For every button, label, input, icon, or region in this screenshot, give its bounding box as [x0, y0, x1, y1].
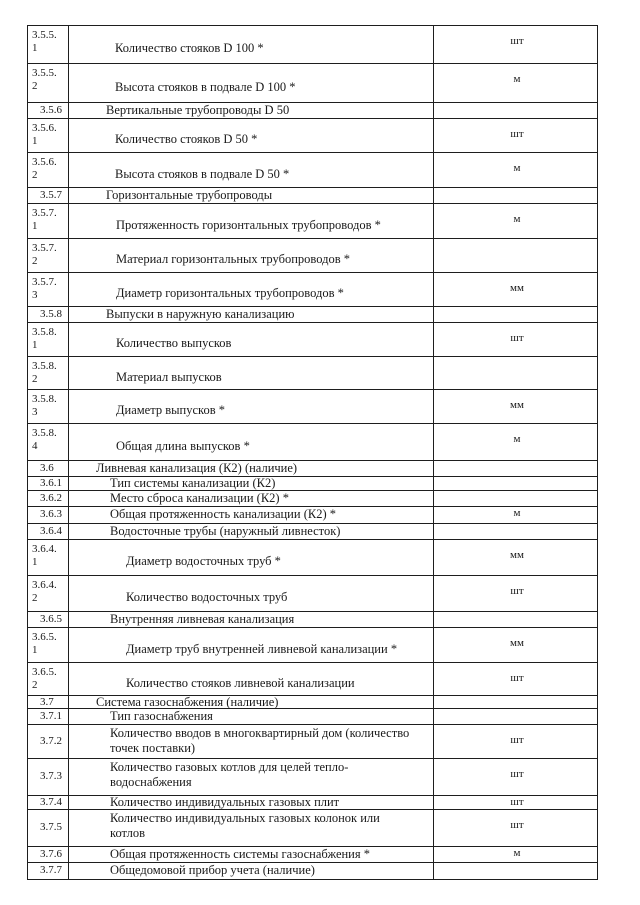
row-code: 3.7.3: [40, 770, 62, 782]
row-unit: шт: [510, 672, 524, 684]
row-name: Диаметр водосточных труб *: [126, 554, 281, 568]
row-name: Количество индивидуальных газовых колонок или котлов: [110, 811, 380, 840]
row-unit: мм: [510, 549, 524, 561]
row-name: Диаметр выпусков *: [116, 403, 225, 417]
row-rule: [27, 879, 598, 880]
row-name: Выпуски в наружную канализацию: [106, 306, 295, 321]
row-code: 3.5.8. 2: [32, 360, 57, 385]
row-name: Количество стояков D 50 *: [115, 132, 258, 146]
row-name: Тип системы канализации (К2): [110, 476, 276, 490]
row-code: 3.6.1: [40, 477, 62, 489]
row-unit: м: [513, 213, 521, 225]
row-unit: шт: [510, 332, 524, 344]
row-name: Диаметр горизонтальных трубопроводов *: [116, 286, 344, 300]
code-column-rule: [68, 25, 69, 880]
row-name: Количество вводов в многоквартирный дом (количество точек поставки): [110, 726, 410, 755]
row-code: 3.7.1: [40, 709, 62, 722]
row-name: Общая длина выпусков *: [116, 439, 250, 453]
row-unit: шт: [510, 768, 524, 780]
row-name: Диаметр труб внутренней ливневой канализации *: [126, 642, 398, 656]
row-code: 3.6.5: [40, 612, 62, 625]
row-code: 3.5.8: [40, 307, 62, 320]
row-unit: мм: [510, 399, 524, 411]
row-rule: [27, 63, 598, 64]
row-unit: шт: [510, 585, 524, 597]
row-name: Общая протяженность канализации (К2) *: [110, 507, 336, 521]
row-code: 3.5.7: [40, 188, 62, 201]
row-name: Горизонтальные трубопроводы: [106, 187, 273, 202]
unit-column-rule: [433, 25, 434, 880]
row-name: Протяженность горизонтальных трубопроводов *: [116, 218, 381, 232]
row-code: 3.7.5: [40, 821, 62, 833]
row-rule: [27, 152, 598, 153]
row-name: Количество выпусков: [116, 336, 232, 350]
row-name: Количество водосточных труб: [126, 590, 288, 604]
row-name: Общая протяженность системы газоснабжения *: [110, 846, 370, 861]
row-unit: м: [513, 507, 521, 519]
row-rule: [27, 389, 598, 390]
row-code: 3.5.7. 2: [32, 242, 57, 267]
row-name: Количество стояков ливневой канализации: [126, 676, 355, 690]
row-name: Количество индивидуальных газовых плит: [110, 795, 340, 809]
row-code: 3.7: [40, 696, 54, 708]
row-name: Ливневая канализация (К2) (наличие): [96, 460, 298, 475]
row-rule: [27, 539, 598, 540]
row-code: 3.5.6. 2: [32, 156, 57, 181]
row-code: 3.6.3: [40, 508, 62, 520]
row-name: Материал выпусков: [116, 370, 222, 384]
row-rule: [27, 575, 598, 576]
row-code: 3.5.6. 1: [32, 122, 57, 147]
row-code: 3.6.4: [40, 524, 62, 537]
row-rule: [27, 423, 598, 424]
row-name: Количество газовых котлов для целей тепло-водоснабжения: [110, 760, 349, 789]
row-unit: шт: [510, 128, 524, 140]
row-rule: [27, 758, 598, 759]
row-code: 3.5.7. 3: [32, 276, 57, 301]
row-name: Высота стояков в подвале D 50 *: [115, 167, 290, 181]
row-unit: шт: [510, 796, 524, 808]
row-unit: шт: [510, 35, 524, 47]
row-rule: [27, 118, 598, 119]
row-code: 3.7.4: [40, 796, 62, 808]
row-code: 3.6.4. 2: [32, 579, 57, 604]
row-code: 3.7.7: [40, 864, 62, 876]
row-rule: [27, 356, 598, 357]
row-name: Общедомовой прибор учета (наличие): [110, 863, 315, 877]
row-code: 3.6: [40, 461, 54, 474]
row-code: 3.5.5. 2: [32, 67, 57, 92]
row-rule: [27, 272, 598, 273]
row-unit: м: [513, 162, 521, 174]
row-name: Внутренняя ливневая канализация: [110, 611, 295, 626]
row-rule: [27, 662, 598, 663]
row-rule: [27, 627, 598, 628]
row-rule: [27, 25, 598, 26]
row-unit: шт: [510, 819, 524, 831]
row-name: Количество стояков D 100 *: [115, 41, 264, 55]
table-border-left: [27, 25, 28, 880]
row-unit: м: [513, 73, 521, 85]
row-code: 3.7.6: [40, 847, 62, 860]
row-code: 3.6.4. 1: [32, 543, 57, 568]
row-unit: м: [513, 433, 521, 445]
table-border-right: [597, 25, 598, 880]
row-name: Система газоснабжения (наличие): [96, 695, 279, 709]
row-unit: шт: [510, 734, 524, 746]
row-code: 3.5.8. 4: [32, 427, 57, 452]
row-name: Тип газоснабжения: [110, 708, 213, 723]
row-rule: [27, 203, 598, 204]
row-code: 3.5.8. 1: [32, 326, 57, 351]
row-code: 3.6.2: [40, 491, 62, 504]
row-name: Место сброса канализации (К2) *: [110, 490, 289, 505]
row-rule: [27, 238, 598, 239]
row-unit: м: [513, 847, 521, 859]
row-name: Материал горизонтальных трубопроводов *: [116, 252, 350, 266]
row-name: Высота стояков в подвале D 100 *: [115, 80, 296, 94]
row-code: 3.5.6: [40, 103, 62, 116]
row-code: 3.6.5. 2: [32, 666, 57, 691]
row-rule: [27, 322, 598, 323]
row-unit: мм: [510, 637, 524, 649]
row-name: Водосточные трубы (наружный ливнесток): [110, 523, 341, 538]
row-code: 3.5.8. 3: [32, 393, 57, 418]
row-code: 3.5.5. 1: [32, 29, 57, 54]
row-code: 3.6.5. 1: [32, 631, 57, 656]
row-rule: [27, 724, 598, 725]
row-code: 3.5.7. 1: [32, 207, 57, 232]
row-name: Вертикальные трубопроводы D 50: [106, 102, 290, 117]
row-unit: мм: [510, 282, 524, 294]
row-code: 3.7.2: [40, 734, 62, 747]
